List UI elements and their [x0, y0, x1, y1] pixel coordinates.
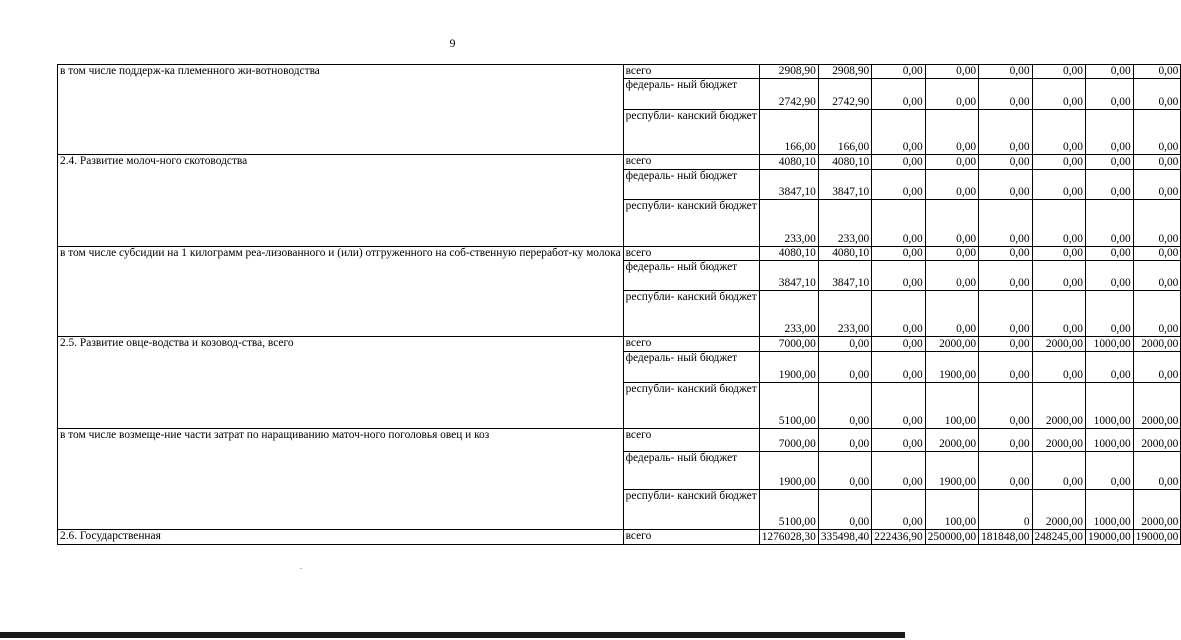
table-row: [58, 429, 1181, 452]
amount-cell: 0,00: [872, 429, 925, 452]
amount-cell: 335498,40: [818, 530, 871, 545]
amount-cell: 2000,00: [1133, 383, 1181, 429]
amount-cell: 2000,00: [1032, 429, 1085, 452]
amount-cell: 0,00: [925, 170, 978, 200]
amount-cell: 0,00: [1085, 291, 1133, 337]
amount-cell: 2000,00: [1133, 490, 1181, 530]
amount-cell: 0,00: [1085, 452, 1133, 490]
amount-cell: 0,00: [979, 337, 1032, 352]
funding-source: федераль- ный бюджет: [623, 261, 759, 291]
amount-cell: 0,00: [1133, 452, 1181, 490]
amount-cell: 0,00: [979, 247, 1032, 261]
amount-cell: 0,00: [1085, 352, 1133, 383]
amount-cell: 0,00: [979, 110, 1032, 155]
amount-cell: 3847,10: [818, 170, 871, 200]
amount-cell: 0,00: [1032, 170, 1085, 200]
amount-cell: 0,00: [1133, 79, 1181, 110]
amount-cell: 100,00: [925, 490, 978, 530]
amount-cell: 2000,00: [1032, 490, 1085, 530]
amount-cell: 222436,90: [872, 530, 925, 545]
amount-cell: 0,00: [979, 200, 1032, 247]
amount-cell: 1900,00: [759, 452, 818, 490]
amount-cell: 19000,00: [1085, 530, 1133, 545]
amount-cell: 7000,00: [759, 337, 818, 352]
amount-cell: 4080,10: [759, 247, 818, 261]
amount-cell: 2908,90: [759, 65, 818, 79]
amount-cell: 0,00: [872, 155, 925, 170]
amount-cell: 233,00: [818, 291, 871, 337]
amount-cell: 0,00: [872, 452, 925, 490]
amount-cell: 1900,00: [925, 352, 978, 383]
amount-cell: 0,00: [979, 352, 1032, 383]
amount-cell: 0,00: [872, 383, 925, 429]
amount-cell: 0,00: [872, 337, 925, 352]
amount-cell: 2742,90: [759, 79, 818, 110]
page-bottom-edge: [0, 632, 905, 638]
amount-cell: 0,00: [1032, 155, 1085, 170]
amount-cell: 2000,00: [1133, 337, 1181, 352]
amount-cell: 5100,00: [759, 490, 818, 530]
budget-table-body: [58, 65, 1181, 545]
table-row: [58, 247, 1181, 261]
amount-cell: 0,00: [872, 79, 925, 110]
amount-cell: 0,00: [1133, 261, 1181, 291]
amount-cell: 166,00: [818, 110, 871, 155]
row-description: 2.4. Развитие молоч-ного скотоводства: [58, 155, 624, 247]
amount-cell: 2908,90: [818, 65, 871, 79]
funding-source: всего: [623, 337, 759, 352]
amount-cell: 0,00: [872, 170, 925, 200]
amount-cell: 0,00: [1085, 65, 1133, 79]
amount-cell: 0,00: [818, 337, 871, 352]
amount-cell: 2000,00: [1133, 429, 1181, 452]
amount-cell: 4080,10: [759, 155, 818, 170]
amount-cell: 2000,00: [925, 337, 978, 352]
row-description: в том числе поддерж-ка племенного жи-вотноводства: [58, 65, 624, 155]
amount-cell: 5100,00: [759, 383, 818, 429]
funding-source: федераль- ный бюджет: [623, 352, 759, 383]
amount-cell: 0,00: [925, 155, 978, 170]
amount-cell: 2000,00: [1032, 337, 1085, 352]
amount-cell: 0,00: [979, 79, 1032, 110]
amount-cell: 1000,00: [1085, 337, 1133, 352]
amount-cell: 0: [979, 490, 1032, 530]
amount-cell: 0,00: [979, 291, 1032, 337]
funding-source: республи- канский бюджет: [623, 383, 759, 429]
row-description: 2.5. Развитие овце-водства и козовод-ства, всего: [58, 337, 624, 429]
amount-cell: 2742,90: [818, 79, 871, 110]
amount-cell: 2000,00: [1032, 383, 1085, 429]
amount-cell: 0,00: [925, 110, 978, 155]
amount-cell: 0,00: [979, 155, 1032, 170]
funding-source: всего: [623, 65, 759, 79]
table-row: [58, 65, 1181, 79]
amount-cell: 1000,00: [1085, 429, 1133, 452]
amount-cell: 0,00: [1133, 352, 1181, 383]
page-number: 9: [449, 36, 456, 50]
amount-cell: 0,00: [925, 261, 978, 291]
amount-cell: 3847,10: [759, 170, 818, 200]
funding-source: всего: [623, 247, 759, 261]
amount-cell: 0,00: [818, 452, 871, 490]
row-description: в том числе возмеще-ние части затрат по наращиванию маточ-ного поголовья овец и коз: [58, 429, 624, 530]
amount-cell: 0,00: [925, 200, 978, 247]
funding-source: республи- канский бюджет: [623, 200, 759, 247]
amount-cell: 0,00: [872, 352, 925, 383]
amount-cell: 0,00: [1085, 155, 1133, 170]
amount-cell: 0,00: [1085, 247, 1133, 261]
amount-cell: 0,00: [1133, 200, 1181, 247]
amount-cell: 0,00: [1133, 110, 1181, 155]
amount-cell: 0,00: [1085, 200, 1133, 247]
amount-cell: 233,00: [818, 200, 871, 247]
amount-cell: 0,00: [818, 490, 871, 530]
amount-cell: 248245,00: [1032, 530, 1085, 545]
table-row: [58, 155, 1181, 170]
amount-cell: 4080,10: [818, 247, 871, 261]
amount-cell: 0,00: [1133, 291, 1181, 337]
funding-source: федераль- ный бюджет: [623, 170, 759, 200]
funding-source: всего: [623, 530, 759, 545]
amount-cell: 0,00: [925, 291, 978, 337]
amount-cell: 0,00: [872, 261, 925, 291]
funding-source: федераль- ный бюджет: [623, 452, 759, 490]
funding-source: федераль- ный бюджет: [623, 79, 759, 110]
amount-cell: 0,00: [818, 352, 871, 383]
amount-cell: 0,00: [1032, 261, 1085, 291]
amount-cell: 1000,00: [1085, 383, 1133, 429]
amount-cell: 181848,00: [979, 530, 1032, 545]
row-description: 2.6. Государственная: [58, 530, 624, 545]
amount-cell: 0,00: [1133, 155, 1181, 170]
amount-cell: 19000,00: [1133, 530, 1181, 545]
amount-cell: 0,00: [1133, 170, 1181, 200]
amount-cell: 0,00: [979, 261, 1032, 291]
amount-cell: 0,00: [979, 383, 1032, 429]
amount-cell: 0,00: [872, 200, 925, 247]
amount-cell: 0,00: [1032, 247, 1085, 261]
amount-cell: 0,00: [872, 291, 925, 337]
table-row: [58, 337, 1181, 352]
amount-cell: 0,00: [872, 247, 925, 261]
row-description: в том числе субсидии на 1 килограмм реа-лизованного и (или) отгруженного на соб-ственную переработ-ку молока: [58, 247, 624, 337]
amount-cell: 100,00: [925, 383, 978, 429]
amount-cell: 0,00: [1133, 65, 1181, 79]
amount-cell: 0,00: [1032, 200, 1085, 247]
scan-artifact: [300, 568, 302, 569]
amount-cell: 0,00: [1085, 261, 1133, 291]
amount-cell: 2000,00: [925, 429, 978, 452]
amount-cell: 233,00: [759, 200, 818, 247]
amount-cell: 250000,00: [925, 530, 978, 545]
amount-cell: 0,00: [1032, 291, 1085, 337]
amount-cell: 0,00: [925, 65, 978, 79]
amount-cell: 3847,10: [759, 261, 818, 291]
funding-source: республи- канский бюджет: [623, 490, 759, 530]
amount-cell: 0,00: [979, 429, 1032, 452]
amount-cell: 1900,00: [759, 352, 818, 383]
amount-cell: 0,00: [925, 247, 978, 261]
amount-cell: 0,00: [1133, 247, 1181, 261]
amount-cell: 0,00: [872, 490, 925, 530]
amount-cell: 0,00: [979, 452, 1032, 490]
amount-cell: 0,00: [1032, 352, 1085, 383]
amount-cell: 0,00: [818, 383, 871, 429]
amount-cell: 166,00: [759, 110, 818, 155]
amount-cell: 0,00: [872, 110, 925, 155]
amount-cell: 0,00: [925, 79, 978, 110]
funding-source: республи- канский бюджет: [623, 110, 759, 155]
amount-cell: 0,00: [872, 65, 925, 79]
amount-cell: 1000,00: [1085, 490, 1133, 530]
amount-cell: 0,00: [979, 65, 1032, 79]
amount-cell: 1276028,30: [759, 530, 818, 545]
amount-cell: 0,00: [1085, 79, 1133, 110]
amount-cell: 0,00: [818, 429, 871, 452]
amount-cell: 0,00: [1032, 65, 1085, 79]
amount-cell: 4080,10: [818, 155, 871, 170]
amount-cell: 0,00: [1032, 452, 1085, 490]
funding-source: всего: [623, 429, 759, 452]
amount-cell: 7000,00: [759, 429, 818, 452]
amount-cell: 0,00: [1032, 79, 1085, 110]
amount-cell: 3847,10: [818, 261, 871, 291]
amount-cell: 0,00: [1085, 170, 1133, 200]
amount-cell: 0,00: [1085, 110, 1133, 155]
funding-source: республи- канский бюджет: [623, 291, 759, 337]
amount-cell: 233,00: [759, 291, 818, 337]
funding-source: всего: [623, 155, 759, 170]
table-row: [58, 530, 1181, 545]
budget-table: [57, 64, 1181, 545]
amount-cell: 0,00: [979, 170, 1032, 200]
amount-cell: 0,00: [1032, 110, 1085, 155]
amount-cell: 1900,00: [925, 452, 978, 490]
